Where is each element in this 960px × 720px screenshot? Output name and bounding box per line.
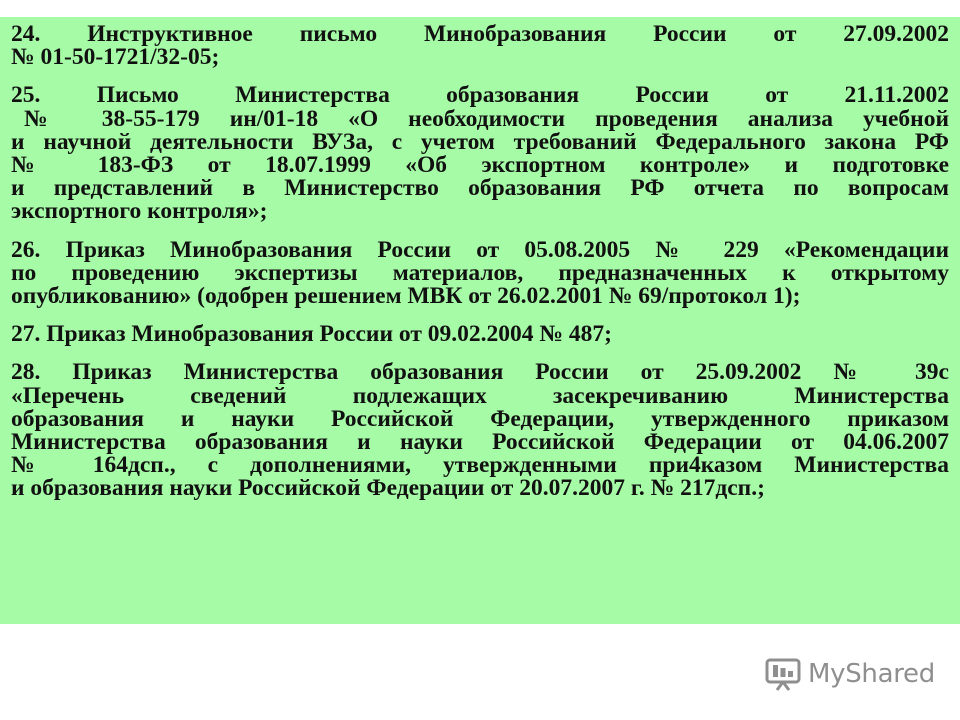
text-line: Министерства образования и науки Российской Федерации от 04.06.2007	[11, 429, 949, 456]
myshared-watermark[interactable]	[765, 654, 935, 694]
text-line: и образования науки Российской Федерации от 20.07.2007 г. № 217дсп.;	[11, 475, 765, 502]
text-line: и представлений в Министерство образования РФ отчета по вопросам	[11, 175, 949, 202]
text-line: и научной деятельности ВУЗа, с учетом требований Федерального закона РФ	[11, 128, 949, 155]
text-line: 25. Письмо Министерства образования России от 21.11.2002	[11, 82, 949, 109]
text-line: 24. Инструктивное письмо Минобразования России от 27.09.2002	[11, 21, 949, 47]
list-item-24	[11, 23, 949, 69]
text-line: экспортного контроля»;	[11, 198, 268, 225]
slide-background	[0, 17, 960, 624]
text-line: 28. Приказ Министерства образования России от 25.09.2002 № 39с	[11, 359, 949, 386]
list-item-26	[11, 236, 949, 310]
presentation-board-icon	[765, 656, 801, 692]
text-line: № 01-50-1721/32-05;	[11, 44, 220, 71]
text-line: «Перечень сведений подлежащих засекречиванию Министерства	[11, 382, 949, 409]
text-line: № 38-55-179 ин/01-18 «О необходимости проведения анализа учебной	[24, 105, 949, 132]
list-item-27	[11, 323, 949, 346]
text-line: опубликованию» (одобрен решением МВК от 26.02.2001 № 69/протокол 1);	[11, 283, 801, 310]
watermark-text: MyShared	[808, 659, 935, 689]
document-text	[11, 23, 949, 516]
list-item-28	[11, 361, 949, 500]
text-line: 27. Приказ Минобразования России от 09.02.2004 № 487;	[11, 321, 612, 348]
text-line: образования и науки Российской Федерации, утвержденного приказом	[11, 405, 949, 432]
text-line: 26. Приказ Минобразования России от 05.08.2005 № 229 «Рекомендации	[11, 236, 949, 263]
text-line: по проведению экспертизы материалов, предназначенных к открытому	[11, 259, 949, 286]
list-item-25	[11, 84, 949, 223]
text-line: № 183-ФЗ от 18.07.1999 «Об экспортном контроле» и подготовке	[11, 152, 949, 179]
text-line: № 164дсп., с дополнениями, утвержденными при4казом Министерства	[11, 452, 949, 479]
